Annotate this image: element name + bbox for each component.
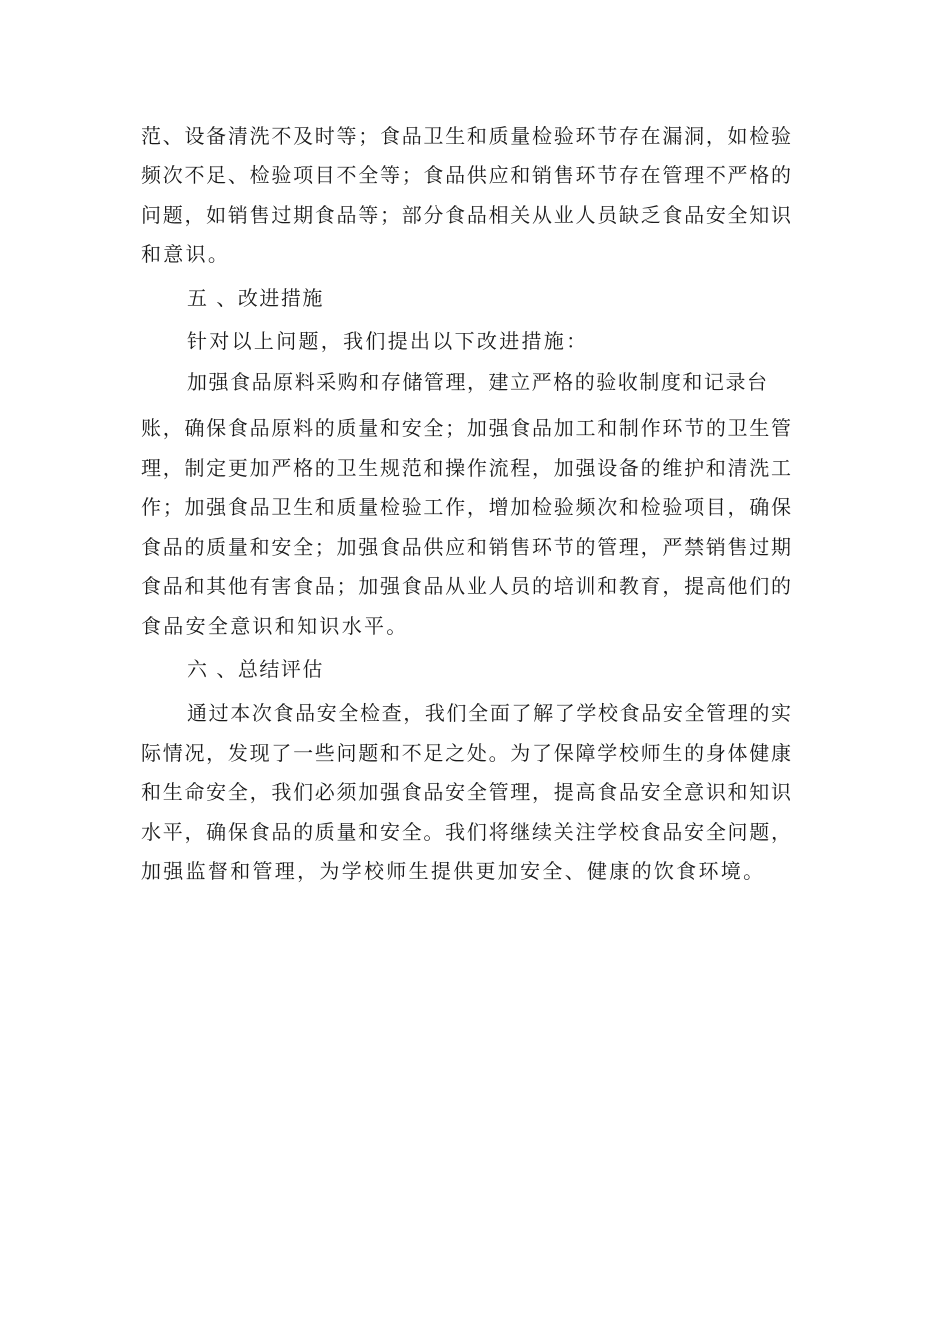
paragraph-line: 加强监督和管理，为学校师生提供更加安全、健康的饮食环境。: [141, 859, 766, 883]
paragraph-line: 作；加强食品卫生和质量检验工作，增加检验频次和检验项目，确保: [141, 495, 791, 519]
paragraph-line: 通过本次食品安全检查，我们全面了解了学校食品安全管理的实: [187, 701, 791, 725]
paragraph-line: 问题，如销售过期食品等；部分食品相关从业人员缺乏食品安全知识: [141, 203, 791, 227]
paragraph-line: 食品的质量和安全；加强食品供应和销售环节的管理，严禁销售过期: [141, 535, 791, 559]
section-heading-summary: 六 、总结评估: [187, 657, 324, 681]
paragraph-line: 频次不足、检验项目不全等；食品供应和销售环节存在管理不严格的: [141, 163, 791, 187]
paragraph-line: 加强食品原料采购和存储管理，建立严格的验收制度和记录台: [187, 370, 767, 394]
paragraph-line: 理，制定更加严格的卫生规范和操作流程，加强设备的维护和清洗工: [141, 456, 791, 480]
paragraph-line: 水平，确保食品的质量和安全。我们将继续关注学校食品安全问题，: [141, 820, 791, 844]
paragraph-line: 和生命安全，我们必须加强食品安全管理，提高食品安全意识和知识: [141, 780, 791, 804]
paragraph-line: 食品和其他有害食品；加强食品从业人员的培训和教育，提高他们的: [141, 574, 791, 598]
paragraph-line: 针对以上问题，我们提出以下改进措施：: [187, 329, 589, 353]
paragraph-line: 账，确保食品原料的质量和安全；加强食品加工和制作环节的卫生管: [141, 416, 791, 440]
section-heading-improvements: 五 、改进措施: [187, 286, 324, 310]
paragraph-line: 和意识。: [141, 242, 231, 266]
paragraph-line: 范、设备清洗不及时等；食品卫生和质量检验环节存在漏洞，如检验: [141, 124, 791, 148]
paragraph-line: 食品安全意识和知识水平。: [141, 614, 409, 638]
paragraph-line: 际情况，发现了一些问题和不足之处。为了保障学校师生的身体健康: [141, 741, 791, 765]
